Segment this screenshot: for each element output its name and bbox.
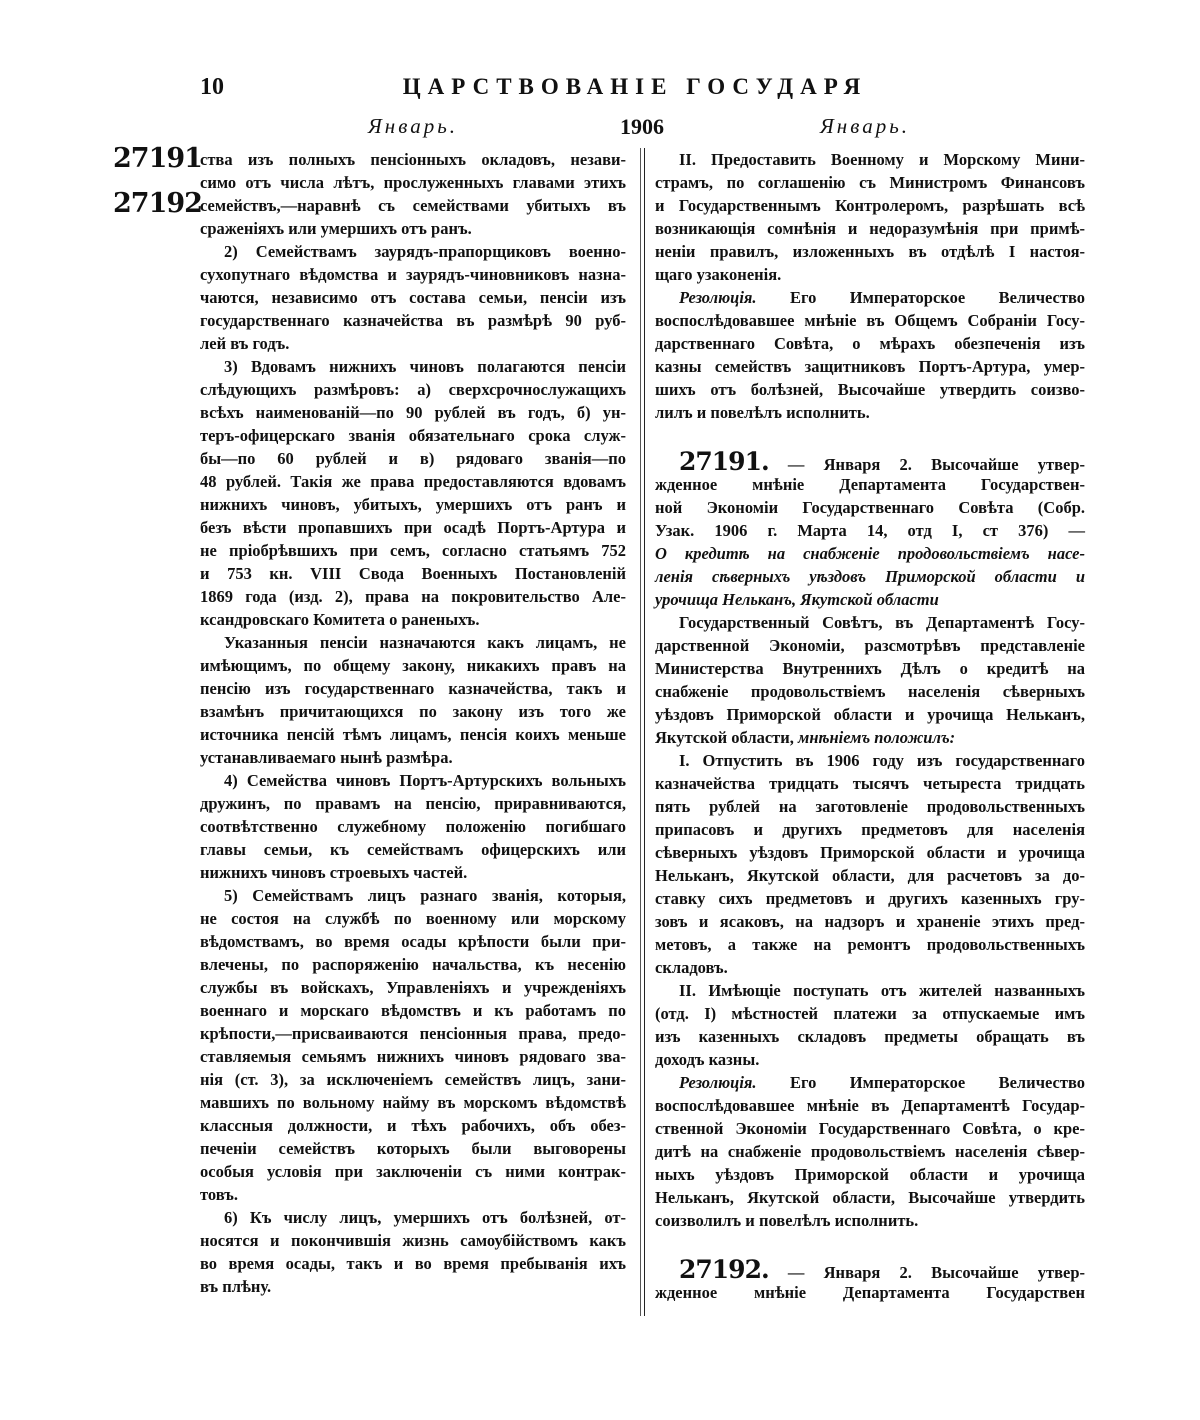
text-line	[655, 565, 1085, 588]
text-line	[655, 588, 1085, 611]
law-number: 27192.	[679, 1255, 769, 1284]
text-line	[200, 815, 626, 838]
text-line	[200, 240, 626, 263]
line-text: дарственной Экономіи, разсмотрѣвъ представленіе	[655, 636, 1085, 655]
text-line	[200, 470, 626, 493]
line-text: нижнихъ чиновъ строевыхъ частей.	[200, 863, 468, 882]
line-text: мавшихъ по вольному найму въ морскомъ вѣдомствѣ	[200, 1093, 626, 1112]
text-line	[655, 309, 1085, 332]
text-line	[655, 473, 1085, 496]
text-line	[655, 194, 1085, 217]
text-line	[655, 542, 1085, 565]
text-line	[200, 194, 626, 217]
paragraph	[655, 542, 1085, 611]
text-line	[655, 887, 1085, 910]
text-line	[655, 1071, 1085, 1094]
text-line	[200, 746, 626, 769]
text-line	[655, 749, 1085, 772]
text-line	[655, 634, 1085, 657]
month-left: Январь.	[368, 114, 458, 138]
line-text: нижнихъ чиновъ, убитыхъ, умершихъ отъ ранъ и	[200, 495, 626, 514]
line-text: О кредитѣ на снабженіе продовольствіемъ насе-	[655, 544, 1085, 563]
text-line	[655, 240, 1085, 263]
line-text: слѣдующихъ размѣровъ: а) сверхсрочнослужащихъ	[200, 380, 626, 399]
text-line	[200, 1068, 626, 1091]
line-text: ставку сихъ предметовъ и другихъ казенныхъ гру-	[655, 889, 1085, 908]
paragraph	[655, 749, 1085, 979]
line-text: Узак. 1906 г. Марта 14, отд I, ст 376) —	[655, 521, 1085, 540]
text-line	[655, 1025, 1085, 1048]
text-line	[200, 907, 626, 930]
text-line	[200, 171, 626, 194]
text-line	[655, 1094, 1085, 1117]
text-line	[200, 539, 626, 562]
text-line	[655, 1140, 1085, 1163]
line-text: дитѣ на снабженіе продовольствіемъ населенія сѣвер-	[655, 1142, 1085, 1161]
line-text: (отд. I) мѣстностей платежи за отпускаемые имъ	[655, 1004, 1085, 1023]
line-text: ной Экономіи Государственнаго Совѣта (Собр.	[655, 498, 1085, 517]
paragraph	[200, 240, 626, 355]
line-text: зовъ и ясаковъ, на надзоръ и храненіе этихъ пред-	[655, 912, 1085, 931]
text-line	[655, 519, 1085, 542]
line-text: во время осады, такъ и во время пребыванія ихъ	[200, 1254, 626, 1273]
line-text: нія (ст. 3), за исключеніемъ семействъ лицъ, зани-	[200, 1070, 626, 1089]
line-text: дружинъ, по правамъ на пенсію, приравниваются,	[200, 794, 626, 813]
text-line	[200, 1137, 626, 1160]
line-text: устанавливаемаго нынѣ размѣра.	[200, 748, 453, 767]
paragraph	[655, 979, 1085, 1071]
line-text: неніи правилъ, изложенныхъ въ отдѣлѣ I настоя-	[655, 242, 1085, 261]
text-line	[655, 1209, 1085, 1232]
line-text: взамѣнъ причитающихся по закону изъ того же	[200, 702, 626, 721]
text-line	[200, 401, 626, 424]
line-text: сѣверныхъ уѣздовъ Приморской области и урочища	[655, 843, 1085, 862]
resolution-label: Резолюція.	[679, 288, 757, 307]
line-text: казначейства тридцать тысячъ четыреста тридцать	[655, 774, 1085, 793]
text-line	[655, 818, 1085, 841]
paragraph	[655, 148, 1085, 286]
text-line	[655, 933, 1085, 956]
margin-law-number: 27191	[113, 143, 202, 174]
text-line	[200, 999, 626, 1022]
paragraph	[200, 631, 626, 769]
line-text: — Января 2. Высочайше утвер-	[768, 455, 1085, 474]
text-line	[200, 608, 626, 631]
line-text: Его Императорское Величество	[756, 288, 1085, 307]
line-text: II. Имѣющіе поступать отъ жителей названныхъ	[679, 981, 1085, 1000]
line-text: Его Императорское Величество	[756, 1073, 1085, 1092]
text-line	[200, 1091, 626, 1114]
margin-law-number: 27192	[113, 188, 202, 219]
line-text: ныхъ уѣздовъ Приморской области и урочища	[655, 1165, 1085, 1184]
text-line	[200, 838, 626, 861]
page-number: 10	[200, 74, 224, 100]
text-line	[655, 1048, 1085, 1071]
text-line	[200, 516, 626, 539]
line-text: I. Отпустить въ 1906 году изъ государственнаго	[679, 751, 1085, 770]
text-line	[655, 1186, 1085, 1209]
line-text: жденное мнѣніе Департамента Государствен-	[655, 475, 1085, 494]
paragraph	[655, 611, 1085, 749]
italic-tail: мнѣніемъ положилъ:	[798, 728, 956, 747]
line-text: страмъ, по соглашенію съ Министромъ Финансовъ	[655, 173, 1085, 192]
text-line	[655, 286, 1085, 309]
line-text: воспослѣдовавшее мнѣніе въ Общемъ Собраніи Госу-	[655, 311, 1085, 330]
text-line	[200, 447, 626, 470]
line-text: 5) Семействамъ лицъ разнаго званія, которыя,	[224, 886, 626, 905]
line-text: казны семействъ защитниковъ Портъ-Артура, умер-	[655, 357, 1085, 376]
line-text: 6) Къ числу лицъ, умершихъ отъ болѣзней, от-	[224, 1208, 626, 1227]
text-line	[200, 861, 626, 884]
line-text: Министерства Внутреннихъ Дѣлъ о кредитѣ на	[655, 659, 1085, 678]
text-line	[200, 976, 626, 999]
line-text: безъ вѣсти пропавшихъ при осадѣ Портъ-Артура и	[200, 518, 626, 537]
line-text: военнаго и морскаго вѣдомствъ и къ работамъ по	[200, 1001, 626, 1020]
text-line	[200, 1114, 626, 1137]
text-line	[200, 309, 626, 332]
line-text: семействъ,—наравнѣ съ семействами убитыхъ въ	[200, 196, 626, 215]
line-text: метовъ, а также на ремонтъ продовольственныхъ	[655, 935, 1085, 954]
line-text: ства изъ полныхъ пенсіонныхъ окладовъ, незави-	[200, 150, 626, 169]
text-line	[200, 1252, 626, 1275]
text-line	[200, 700, 626, 723]
text-line	[655, 263, 1085, 286]
line-text: и 753 кн. VIII Свода Военныхъ Постановленій	[200, 564, 626, 583]
text-line	[200, 217, 626, 240]
line-text: II. Предоставить Военному и Морскому Мини-	[679, 150, 1085, 169]
text-line	[200, 148, 626, 171]
text-line	[200, 355, 626, 378]
line-text: соотвѣтственно служебному положенію погибшаго	[200, 817, 626, 836]
year: 1906	[620, 114, 664, 139]
text-line	[200, 1022, 626, 1045]
text-line	[200, 1229, 626, 1252]
text-line	[200, 677, 626, 700]
line-text: Государственный Совѣтъ, въ Департаментѣ Госу-	[679, 613, 1085, 632]
text-line	[655, 171, 1085, 194]
left-column	[200, 148, 626, 1298]
line-text: главы семьи, къ семействамъ офицерскихъ или	[200, 840, 626, 859]
text-line	[655, 611, 1085, 634]
text-line	[200, 585, 626, 608]
line-text: возникающія сомнѣнія и недоразумѣнія при примѣ-	[655, 219, 1085, 238]
line-text: изъ казенныхъ складовъ предметы обращать въ	[655, 1027, 1085, 1046]
text-line	[655, 680, 1085, 703]
law-number: 27191.	[679, 447, 769, 476]
line-text: пенсію изъ государственнаго казначейства, такъ и	[200, 679, 626, 698]
line-text: 3) Вдовамъ нижнихъ чиновъ полагаются пенсіи	[224, 357, 626, 376]
text-line	[655, 378, 1085, 401]
text-line	[655, 657, 1085, 680]
line-text: ственной Экономіи Государственнаго Совѣта, о кре-	[655, 1119, 1085, 1138]
line-text: не состоя на службѣ по военному или морскому	[200, 909, 626, 928]
text-line	[655, 332, 1085, 355]
line-text: 1869 года (изд. 2), права на покровительство Але-	[200, 587, 626, 606]
line-text: влечены, по распоряженію начальства, къ несенію	[200, 955, 626, 974]
line-text: шихъ отъ болѣзней, Высочайше утвердить соизво-	[655, 380, 1085, 399]
line-text: лилъ и повелѣлъ исполнить.	[655, 403, 870, 422]
text-line	[200, 1045, 626, 1068]
line-text: сраженіяхъ или умершихъ отъ ранъ.	[200, 219, 472, 238]
line-text: имѣющимъ, по общему закону, никакихъ правъ на	[200, 656, 626, 675]
line-text: 2) Семействамъ заурядъ-прапорщиковъ военно-	[224, 242, 626, 261]
line-text: чаются, независимо отъ состава семьи, пенсіи изъ	[200, 288, 626, 307]
text-line	[655, 496, 1085, 519]
law-heading	[655, 1255, 1085, 1304]
line-text: симо отъ числа лѣтъ, прослуженныхъ главами этихъ	[200, 173, 626, 192]
line-text: складовъ.	[655, 958, 728, 977]
text-line	[655, 447, 1085, 476]
text-line	[200, 792, 626, 815]
month-right: Январь.	[820, 114, 910, 138]
text-line	[200, 769, 626, 792]
text-line	[655, 1163, 1085, 1186]
text-line	[655, 864, 1085, 887]
line-text: государственнаго казначейства въ размѣрѣ 90 руб-	[200, 311, 626, 330]
line-text: Якутской области,	[655, 728, 799, 747]
text-line	[200, 631, 626, 654]
line-text: Нельканъ, Якутской области, для расчетовъ за до-	[655, 866, 1085, 885]
text-line	[655, 1117, 1085, 1140]
text-line	[655, 1281, 1085, 1304]
line-text: жденное мнѣніе Департамента Государствен	[655, 1283, 1085, 1302]
text-line	[655, 703, 1085, 726]
paragraph	[200, 1206, 626, 1298]
line-text: товъ.	[200, 1185, 238, 1204]
line-text: лей въ годъ.	[200, 334, 290, 353]
line-text: 4) Семейства чиновъ Портъ-Артурскихъ вольныхъ	[224, 771, 626, 790]
line-text: не пріобрѣвшихъ при семъ, согласно статьямъ 752	[200, 541, 626, 560]
text-line	[655, 148, 1085, 171]
line-text: сухопутнаго вѣдомства и заурядъ-чиновниковъ назна-	[200, 265, 626, 284]
text-line	[655, 355, 1085, 378]
line-text: припасовъ и другихъ предметовъ для населенія	[655, 820, 1085, 839]
line-text: ксандровскаго Комитета о раненыхъ.	[200, 610, 480, 629]
law-heading	[655, 447, 1085, 542]
paragraph	[200, 884, 626, 1206]
text-line	[655, 795, 1085, 818]
resolution-label: Резолюція.	[679, 1073, 757, 1092]
line-text: урочища Нельканъ, Якутской области	[655, 590, 939, 609]
text-line	[200, 493, 626, 516]
line-text: службы въ войскахъ, Управленіяхъ и учрежденіяхъ	[200, 978, 626, 997]
line-text: Указанныя пенсіи назначаются какъ лицамъ, не	[224, 633, 626, 652]
paragraph	[200, 355, 626, 631]
line-text: дарственнаго Совѣта, о мѣрахъ обезпеченія изъ	[655, 334, 1085, 353]
text-line	[655, 979, 1085, 1002]
text-line	[655, 726, 1085, 749]
text-line	[200, 1160, 626, 1183]
line-text: щаго узаконенія.	[655, 265, 782, 284]
column-divider	[644, 148, 645, 1316]
line-text: бы—по 60 рублей и в) рядоваго званія—по	[200, 449, 626, 468]
line-text: носятся и покончившія жизнь самоубійствомъ какъ	[200, 1231, 626, 1250]
text-line	[655, 956, 1085, 979]
paragraph	[200, 148, 626, 240]
text-line	[200, 884, 626, 907]
line-text: всѣхъ наименованій—по 90 рублей въ годъ, б) ун-	[200, 403, 626, 422]
paragraph	[200, 769, 626, 884]
text-line	[655, 910, 1085, 933]
line-text: классныя должности, и тѣхъ рабочихъ, объ обез-	[200, 1116, 626, 1135]
running-title: ЦАРСТВОВАНІЕ ГОСУДАРЯ	[402, 74, 868, 99]
resolution-paragraph	[655, 286, 1085, 424]
line-text: снабженіе продовольствіемъ населенія сѣверныхъ	[655, 682, 1085, 701]
text-line	[200, 723, 626, 746]
text-line	[655, 401, 1085, 424]
line-text: Нельканъ, Якутской области, Высочайше утвердить	[655, 1188, 1085, 1207]
text-line	[200, 286, 626, 309]
text-line	[200, 332, 626, 355]
line-text: и Государственнымъ Контролеромъ, разрѣшать всѣ	[655, 196, 1085, 215]
line-text: 48 рублей. Такія же права предоставляются вдовамъ	[200, 472, 626, 491]
text-line	[655, 1255, 1085, 1284]
text-line	[200, 424, 626, 447]
line-text: соизволилъ и повелѣлъ исполнить.	[655, 1211, 919, 1230]
right-column	[655, 148, 1085, 1304]
column-divider	[640, 148, 641, 1316]
text-line	[655, 217, 1085, 240]
line-text: печеніи семействъ которыхъ были выговорены	[200, 1139, 626, 1158]
line-text: пять рублей на заготовленіе продовольственныхъ	[655, 797, 1085, 816]
text-line	[200, 263, 626, 286]
text-line	[200, 562, 626, 585]
line-text: воспослѣдовавшее мнѣніе въ Департаментѣ Государ-	[655, 1096, 1085, 1115]
line-text: доходъ казны.	[655, 1050, 760, 1069]
text-line	[200, 654, 626, 677]
line-text: въ плѣну.	[200, 1277, 272, 1296]
text-line	[655, 841, 1085, 864]
line-text: источника пенсій тѣмъ лицамъ, пенсія коихъ меньше	[200, 725, 626, 744]
text-line	[200, 953, 626, 976]
line-text: особыя условія при заключеніи съ ними контрак-	[200, 1162, 626, 1181]
text-line	[200, 378, 626, 401]
line-text: ленія сѣверныхъ уѣздовъ Приморской области и	[655, 567, 1085, 586]
resolution-paragraph	[655, 1071, 1085, 1232]
text-line	[200, 930, 626, 953]
text-line	[200, 1275, 626, 1298]
line-text: — Января 2. Высочайше утвер-	[768, 1263, 1085, 1282]
line-text: крѣпости,—присваиваются пенсіонныя права, предо-	[200, 1024, 626, 1043]
text-line	[655, 1002, 1085, 1025]
line-text: теръ-офицерскаго званія обязательнаго срока служ-	[200, 426, 626, 445]
text-line	[200, 1183, 626, 1206]
line-text: ставляемыя семьямъ нижнихъ чиновъ рядоваго зва-	[200, 1047, 626, 1066]
text-line	[200, 1206, 626, 1229]
line-text: уѣздовъ Приморской области и урочища Нельканъ,	[655, 705, 1085, 724]
text-line	[655, 772, 1085, 795]
line-text: вѣдомствамъ, во время осады крѣпости были при-	[200, 932, 626, 951]
